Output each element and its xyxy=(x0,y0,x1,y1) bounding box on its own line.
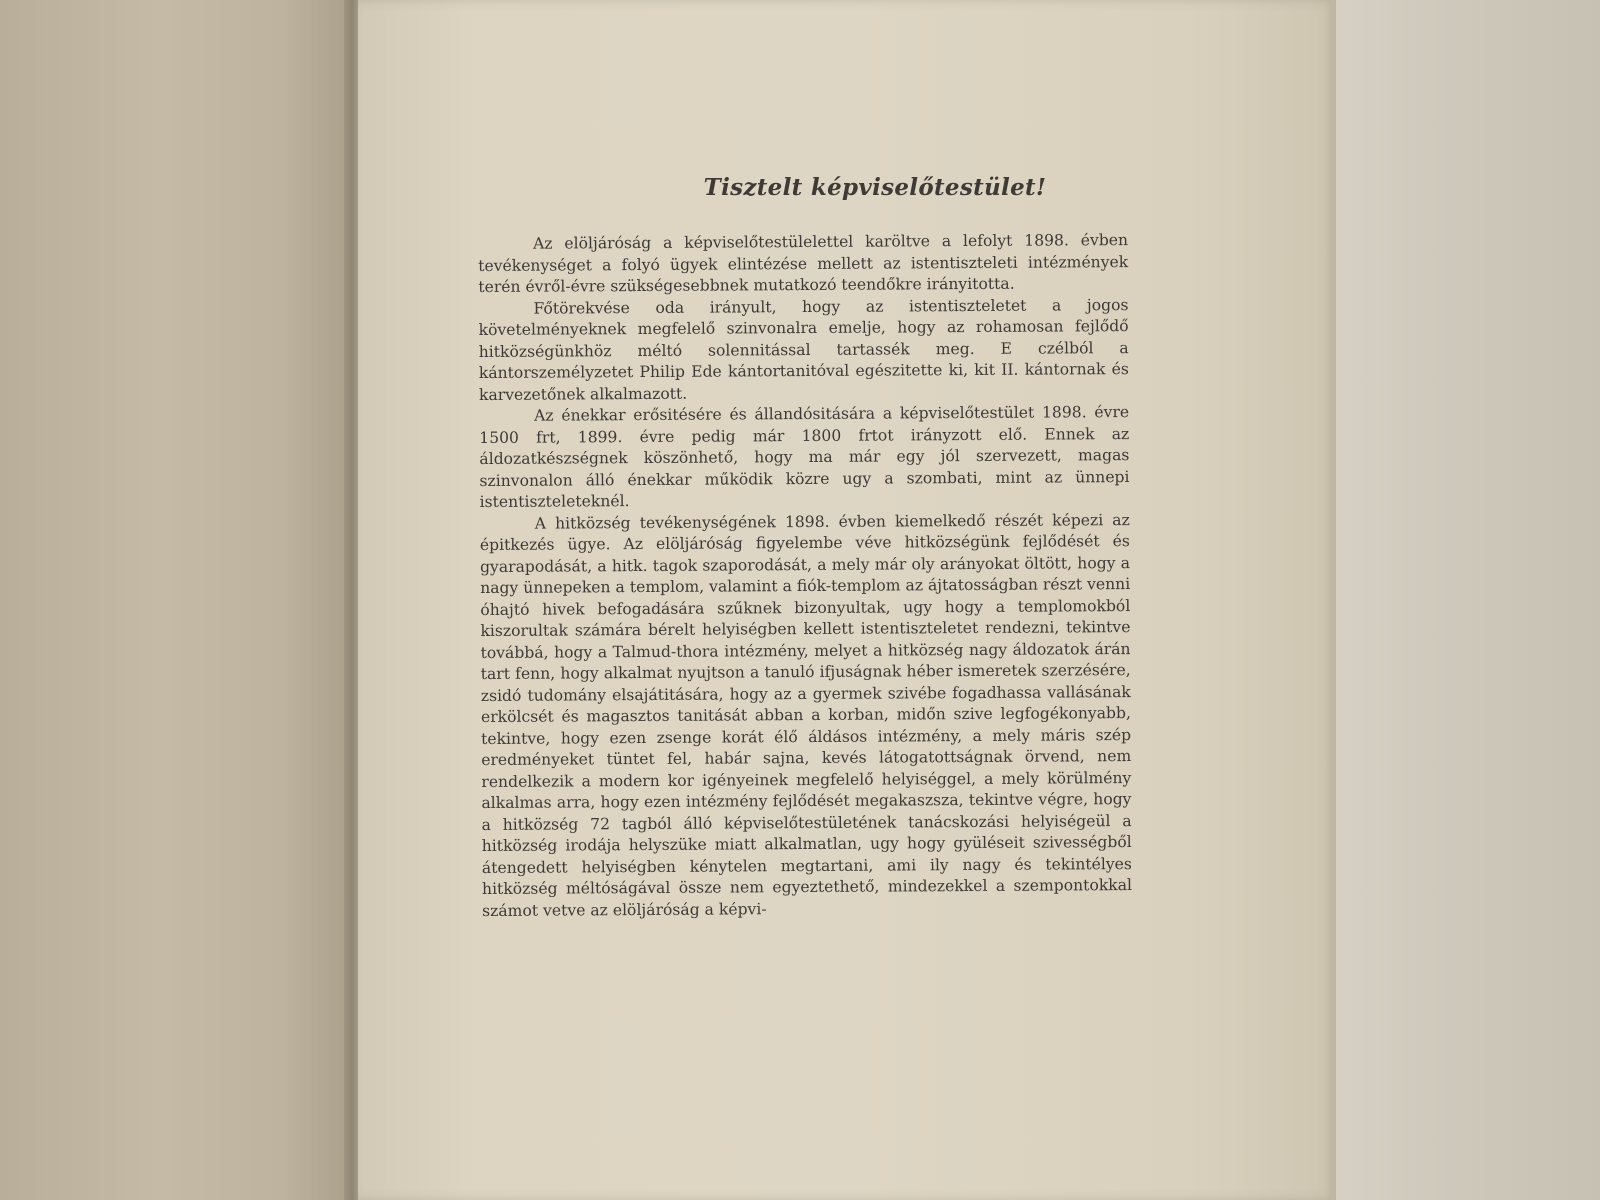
paragraph-1: Az elöljáróság a képviselőtestülelettel karöltve a lefolyt 1898. évben tevékenységet a folyó ügyek elintézése mellett az istentiszteleti intézmények terén évről-évre szükségesebbnek mutatkozó teendőkre irányitotta. xyxy=(478,231,1129,296)
paragraph-4: A hitközség tevékenységének 1898. évben kiemelkedő részét képezi az épitkezés ügye. Az elöljáróság figyelembe véve hitközségünk fejlődését és gyarapodását, a hitk. tagok szaporodását, a mely már oly arányokat öltött, hogy a nagy ünnepeken a templom, valamint a fiók-templom az ájtatosságban részt venni óhajtó hivek befogadására szűknek bizonyultak, ugy hogy a templomokból kiszorultak számára bérelt helyiségben kellett istentiszteletet rendezni, tekintve továbbá, hogy a Talmud-thora intézmény, melyet a hitközség nagy áldozatok árán tart fenn, hogy alkalmat nyujtson a tanuló ifjuságnak héber ismeretek szerzésére, zsidó tudomány elsajátitására, hogy az a gyermek szivébe fogadhassa vallásának erkölcsét és magasztos tanitását abban a korban, midőn szive legfogékonyabb, tekintve, hogy ezen zsenge korát élő áldásos intézmény, a mely máris szép eredményeket tüntet fel, habár sajna, kevés látogatottságnak örvend, nem rendelkezik a modern kor igényeinek megfelelő helyiséggel, a mely körülmény alkalmas arra, hogy ezen intézmény fejlődését megakaszsza, tekintve végre, hogy a hitközség 72 tagból álló képviselőtestületének tanácskozási helyiségeül a hitközség irodája helyszüke miatt alkalmatlan, ugy hogy gyüléseit szivességből átengedett helyiségben kénytelen megtartani, ami ily nagy és tekintélyes hitközség méltóságával össze nem egyeztethető, mindezekkel a szempontokkal számot vetve az elöljáróság a képvi- xyxy=(479,510,1133,920)
page-heading: Tisztelt képviselőtestület! xyxy=(703,174,1047,201)
paragraph-2: Főtörekvése oda irányult, hogy az istentiszteletet a jogos követelményeknek megfelelő szinvonalra emelje, hogy az rohamosan fejlődő hitközségünkhöz méltó solennitással tartassék meg. E czélból a kántorszemélyzetet Philip Ede kántortanitóval egészitette ki, kit II. kántornak és karvezetőnek alkalmazott. xyxy=(478,295,1129,404)
body-text xyxy=(478,230,1132,922)
paragraph-3: Az énekkar erősitésére és állandósitására a képviselőtestület 1898. évre 1500 frt, 1899. évre pedig már 1800 frtot irányzott elő. Ennek az áldozatkészségnek köszönhető, hogy ma már egy jól szervezett, magas szinvonalon álló énekkar működik közre ugy a szombati, mint az ünnepi istentiszteleteknél. xyxy=(479,403,1130,511)
